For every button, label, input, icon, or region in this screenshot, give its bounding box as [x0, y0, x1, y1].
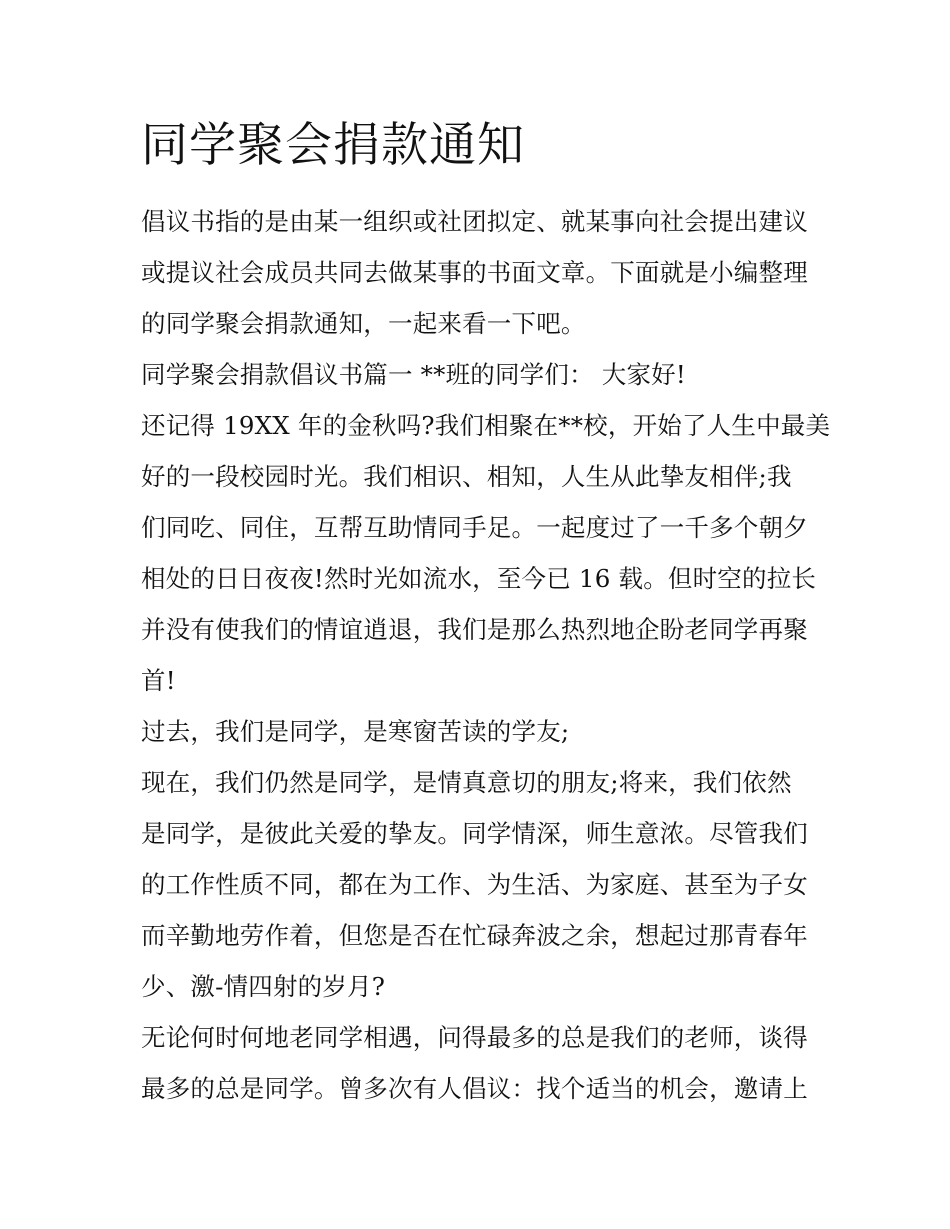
- body-line: 最多的总是同学。曾多次有人倡议：找个适当的机会，邀请上: [141, 1074, 808, 1103]
- body-line: 还记得 19XX 年的金秋吗?我们相聚在**校，开始了人生中最美: [141, 411, 831, 440]
- body-line: 的工作性质不同，都在为工作、为生活、为家庭、甚至为子女: [141, 870, 808, 899]
- body-line: 无论何时何地老同学相遇，问得最多的总是我们的老师，谈得: [141, 1023, 808, 1052]
- body-line: 的同学聚会捐款通知，一起来看一下吧。: [141, 309, 586, 338]
- document-title: 同学聚会捐款通知: [141, 118, 525, 173]
- body-line: 而辛勤地劳作着，但您是否在忙碌奔波之余，想起过那青春年: [141, 921, 808, 950]
- body-line: 或提议社会成员共同去做某事的书面文章。下面就是小编整理: [141, 258, 808, 287]
- body-line: 过去，我们是同学，是寒窗苦读的学友;: [141, 717, 570, 746]
- body-line: 同学聚会捐款倡议书篇一 **班的同学们： 大家好!: [141, 360, 686, 389]
- body-line: 并没有使我们的情谊逍退，我们是那么热烈地企盼老同学再聚: [141, 615, 808, 644]
- body-line: 们同吃、同住，互帮互助情同手足。一起度过了一千多个朝夕: [141, 513, 808, 542]
- body-line: 是同学，是彼此关爱的挚友。同学情深，师生意浓。尽管我们: [141, 819, 808, 848]
- body-line: 好的一段校园时光。我们相识、相知，人生从此挚友相伴;我: [141, 462, 792, 491]
- body-line: 现在，我们仍然是同学，是情真意切的朋友;将来，我们依然: [141, 768, 792, 797]
- body-line: 少、激-情四射的岁月?: [141, 972, 386, 1001]
- body-line: 相处的日日夜夜!然时光如流水，至今已 16 载。但时空的拉长: [141, 564, 817, 593]
- body-line: 首!: [141, 666, 176, 695]
- body-line: 倡议书指的是由某一组织或社团拟定、就某事向社会提出建议: [141, 207, 808, 236]
